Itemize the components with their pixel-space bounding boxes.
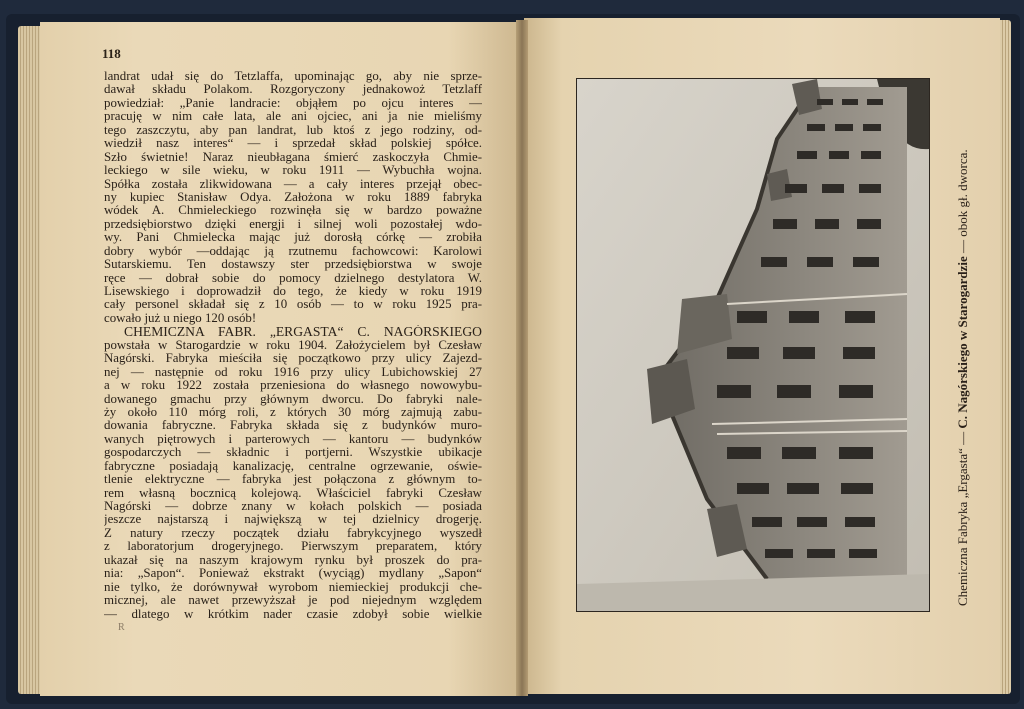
text-line: Spółka została zlikwidowana — a cały interes przejął obec- bbox=[104, 177, 482, 191]
text-line: jeszcze najstarszą i największą w tej dzielnicy drogerję. bbox=[104, 513, 482, 527]
text-line: tlenie elektryczne — fabryka jest połączona z głównym to- bbox=[104, 473, 482, 487]
text-line: Lisewskiego i doprowadził do tego, że kiedy w roku 1919 bbox=[104, 285, 482, 298]
factory-photograph bbox=[576, 78, 930, 612]
text-line: dowania fabryczne. Fabryka składa się z budynków muro- bbox=[104, 419, 482, 433]
text-line: Nagórski. Fabryka mieściła się początkowo przy ulicy Zajezd- bbox=[104, 352, 482, 366]
text-line: z laboratorjum drogeryjnego. Pierwszym preparatem, który bbox=[104, 540, 482, 554]
text-line: nia: „Sapon“. Ponieważ ekstrakt (wyciąg) mydlany „Sapon“ bbox=[104, 567, 482, 581]
text-line: wódek A. Chmieleckiego rozwinęła się w bardzo poważne bbox=[104, 204, 482, 218]
stray-mark: R bbox=[118, 622, 125, 633]
text-line: fabryczne posiadają kanalizację, centralne ogrzewanie, oświe- bbox=[104, 459, 482, 473]
text-line: ny kupiec Stanisław Odya. Założona w roku 1889 fabryka bbox=[104, 190, 482, 204]
caption-text-bold: C. Nagórskiego w Starogardzie bbox=[955, 256, 970, 429]
left-page-text bbox=[104, 70, 482, 621]
text-line: a w roku 1922 została przeniesiona do własnego nowowybu- bbox=[104, 379, 482, 393]
text-line: Sutarskiemu. Ten dostawszy ster przedsiębiorstwa w swoje bbox=[104, 258, 482, 272]
caption-text-1: Chemiczna Fabryka „Ergasta“ — bbox=[955, 428, 970, 606]
text-line: dawał składu Polakom. Rozgoryczony jednakowoż Tetzlaff bbox=[104, 83, 482, 97]
section-heading: CHEMICZNA FABR. „ERGASTA“ C. NAGÓRSKIEGO bbox=[124, 325, 482, 339]
text-line: — dlatego w krótkim nader czasie zdobył sobie wielkie bbox=[104, 607, 482, 621]
text-line: nie tylko, że dorównywał wyrobom niemieckiej produkcji che- bbox=[104, 580, 482, 594]
caption-text-2: — obok gł. dworca. bbox=[955, 149, 970, 257]
text-line: nej — następnie od roku 1916 przy ulicy Lubichowskiej 27 bbox=[104, 365, 482, 379]
text-line: ręce — dobrał sobie do pomocy dzielnego destylatora W. bbox=[104, 271, 482, 285]
text-line: dowanego gmachu przy głównym dworcu. Do fabryki nale- bbox=[104, 392, 482, 406]
text-line: Szło świetnie! Naraz nieubłagana śmierć zaskoczyła Chmie- bbox=[104, 150, 482, 164]
text-line: Nagórski — dobrze znany w kołach polskich — posiada bbox=[104, 500, 482, 513]
factory-building-illustration bbox=[577, 79, 929, 611]
text-line: tego zaszczytu, aby pan landrat, lub ktoś z jego rodziny, od- bbox=[104, 123, 482, 137]
text-line: Z natury rzeczy początek działu fabrykcyjnego wyszedł bbox=[104, 526, 482, 540]
text-line: micznej, ale nawet przewyższał je pod niejednym względem bbox=[104, 594, 482, 608]
text-line: wanych piętrowych i parterowych — kantoru — budynków bbox=[104, 432, 482, 446]
text-line: landrat udał się do Tetzlaffa, upominając go, aby nie sprze- bbox=[104, 70, 482, 83]
text-line: ukazał się na naszym krajowym rynku był proszek do pra- bbox=[104, 553, 482, 567]
text-line: leckiego w sile wieku, w roku 1911 — Wybuchła wojna. bbox=[104, 164, 482, 178]
text-line: powstała w Starogardzie w roku 1904. Założycielem był Czesław bbox=[104, 338, 482, 352]
text-line: rem własną bocznicą kolejową. Właściciel fabryki Czesław bbox=[104, 486, 482, 500]
photo-caption bbox=[955, 76, 971, 606]
text-line: cały personel składał się z 10 osób — to w roku 1925 pra- bbox=[104, 298, 482, 312]
text-line: gospodarczych — składnic i portjerni. Wszystkie ubikacje bbox=[104, 446, 482, 460]
text-line: wiedził nasz interes“ — i sprzedał skład polskiej spółce. bbox=[104, 137, 482, 151]
text-line: dobry wybór —oddając ją rzutnemu fachowcowi: Karolowi bbox=[104, 244, 482, 258]
book-gutter bbox=[516, 20, 528, 696]
text-line: powiedział: „Panie landracie: objąłem po ojcu interes — bbox=[104, 96, 482, 110]
page-number: 118 bbox=[102, 46, 121, 61]
text-line: pracuję w nim całe lata, ale ani ojciec, ani ja nie mieliśmy bbox=[104, 110, 482, 124]
text-line: przedsiębiorstwo dzięki energji i silnej woli pozostałej wdo- bbox=[104, 217, 482, 231]
text-line: ży około 110 mórg roli, z których 30 mórg zajmują zabu- bbox=[104, 405, 482, 419]
text-line: wy. Pani Chmielecka mając już dorosłą córkę — zrobiła bbox=[104, 231, 482, 245]
text-line: cowało już u niego 120 osób! bbox=[104, 311, 257, 325]
